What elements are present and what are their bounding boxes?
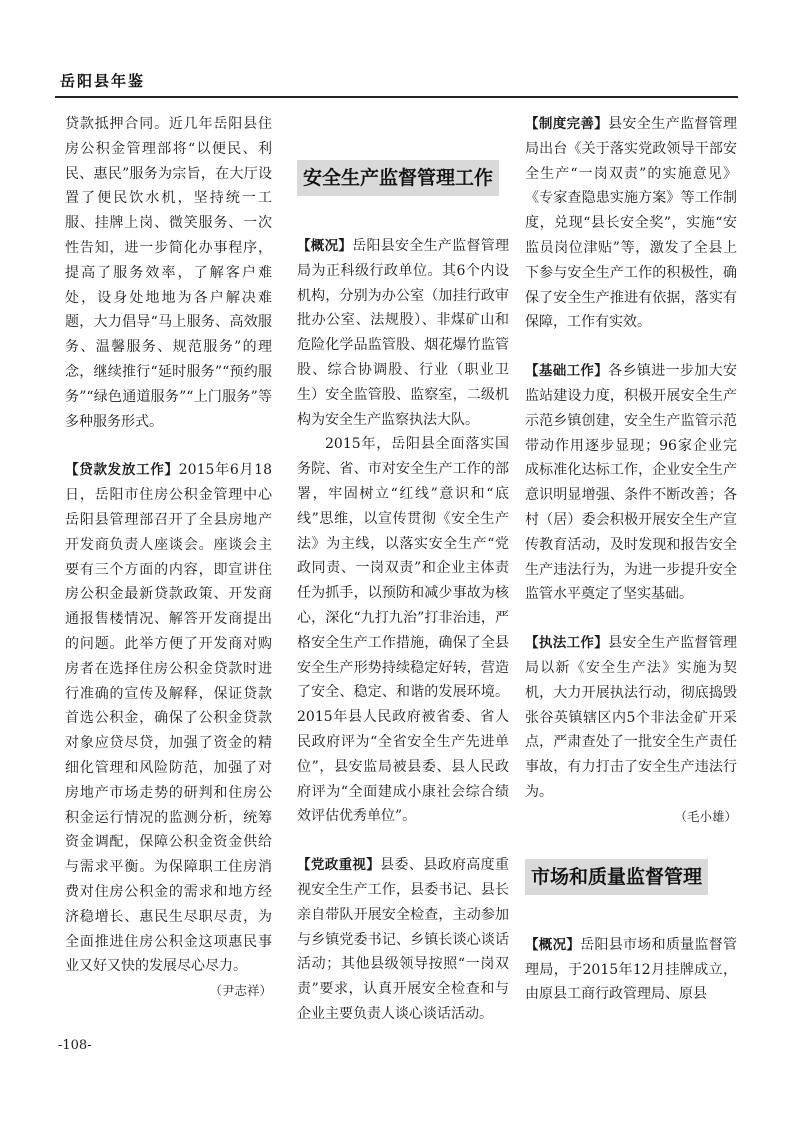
paragraph-system-improvement [525, 112, 737, 335]
paragraph-system-improvement-text: 县安全生产监督管理局出台《关于落实党政领导干部安全生产“一岗双责”的实施意见》《专家查隐患实施方案》等工作制度，兑现“县长安全奖”，实施“安监员岗位津贴”等，激发了全县上下参与安全生产工作的积极性，确保了安全生产推进有依据，落实有保障，工作有实效。 [525, 116, 738, 331]
paragraph-safety-overview-text: 岳阳县安全生产监督管理局为正科级行政单位。其6个内设机构，分别为办公室（加挂行政审批办公室、法规股）、非煤矿山和危险化学品监管股、烟花爆竹监管股、综合协调股、行业（职业卫生）安全监管股、监察室，二级机构为安全生产监察执法大队。 [297, 238, 510, 428]
heading-basic-work: 【基础工作】 [525, 363, 609, 380]
heading-system-improvement: 【制度完善】 [525, 116, 609, 132]
paragraph-housing-fund-service: 贷款抵押合同。近几年岳阳县住房公积金管理部将“以便民、利民、惠民”服务为宗旨，在大厅设置了便民饮水机，坚持统一工服、挂牌上岗、微笑服务、一次性告知，进一步简化办事程序，提高了服务效率，了解客户难处，设身处地地为各户解决难题，大力倡导“马上服务、高效服务、温馨服务、规范服务”的理念，继续推行“延时服务”“预约服务”“绿色通道服务”“上门服务”等多种服务形式。 [65, 116, 272, 430]
paragraph-party-attention-text: 县委、县政府高度重视安全生产工作，县委书记、县长亲自带队开展安全检查，主动参加与乡镇党委书记、乡镇长谈心谈话活动；其他县级领导按照“一岗双责”要求，认真开展安全检查和与企业主要负责人谈心谈话活动。 [297, 857, 510, 1022]
paragraph-basic-work-text: 各乡镇进一步加大安监站建设力度，积极开展安全生产示范乡镇创建，安全生产监管示范带动作用逐步显现；96家企业完成标准化达标工作，企业安全生产意识明显增强、条件不断改善；各村（居）委会积极开展安全生产宣传教育活动，及时发现和报告安全生产违法行为，为进一步提升安全监管水平奠定了坚实基础。 [525, 363, 738, 603]
paragraph-basic-work [525, 359, 737, 607]
paragraph-market-overview-text: 岳阳县市场和质量监督管理局，于2015年12月挂牌成立，由原县工商行政管理局、原县 [525, 936, 738, 1003]
running-header-title: 岳阳县年鉴 [60, 72, 146, 90]
section-title-safety-supervision: 安全生产监督管理工作 [297, 160, 499, 196]
heading-law-enforcement: 【执法工作】 [525, 635, 609, 652]
column-right [525, 112, 737, 1007]
heading-party-attention: 【党政重视】 [297, 857, 381, 874]
paragraph-law-enforcement-text: 县安全生产监督管理局以新《安全生产法》实施为契机，大力开展执法行动，彻底捣毁张谷英镇辖区内5个非法金矿开采点，严肃查处了一批安全生产责任事故，有力打击了安全生产违法行为。 [525, 635, 738, 800]
paragraph-loan-issuance-text: 2015年6月18日，岳阳市住房公积金管理中心岳阳县管理部召开了全县房地产开发商负责人座谈会。座谈会主要有三个方面的内容，即宣讲住房公积金最新贷款政策、开发商通报售楼情况、解答开发商提出的问题。此举方便了开发商对购房者在选择住房公积金贷款时进行准确的宣传及解释，保证贷款首选公积金，确保了公积金贷款对象应贷尽贷，加强了资金的精细化管理和风险防范，加强了对房地产市场走势的研判和住房公积金运行情况的监测分析，统筹资金调配，保障公积金资金供给与需求平衡。为保障职工住房消费对住房公积金的需求和地方经济稳增长、惠民生尽职尽责，为全面推进住房公积金这项惠民事业又好又快的发展尽心尽力。 [65, 462, 272, 975]
heading-overview: 【概况】 [297, 238, 353, 254]
byline-mao-xiaoxiong: （毛小雄） [674, 808, 737, 824]
header-rule [55, 96, 738, 98]
paragraph-loan-issuance [65, 458, 272, 979]
column-middle [297, 112, 509, 1027]
paragraph-safety-overview [297, 234, 509, 432]
paragraph-market-overview [525, 933, 737, 1007]
section-title-market-quality: 市场和质量监督管理 [525, 859, 708, 895]
paragraph-party-attention [297, 853, 509, 1027]
column-left [65, 112, 272, 1003]
heading-loan-issuance: 【贷款发放工作】 [65, 462, 179, 479]
heading-market-overview: 【概况】 [525, 936, 581, 953]
paragraph-law-enforcement [525, 631, 737, 805]
byline-yin-zhixiang: （尹志祥） [209, 983, 272, 999]
paragraph-safety-2015: 2015年，岳阳县全面落实国务院、省、市对安全生产工作的部署，牢固树立“红线”意识和“底线”思维，以宣传贯彻《安全生产法》为主线，以落实安全生产“党政同责、一岗双责”和企业主体责任为抓手，以预防和减少事故为核心，深化“九打九治”打非治违，严格安全生产工作措施，确保了全县安全生产形势持续稳定好转，营造了安全、稳定、和谐的发展环境。2015年县人民政府被省委、省人民政府评为“全省安全生产先进单位”，县安监局被县委、县人民政府评为“全面建成小康社会综合绩效评估优秀单位”。 [297, 436, 509, 825]
page-number: -108- [58, 1038, 92, 1053]
